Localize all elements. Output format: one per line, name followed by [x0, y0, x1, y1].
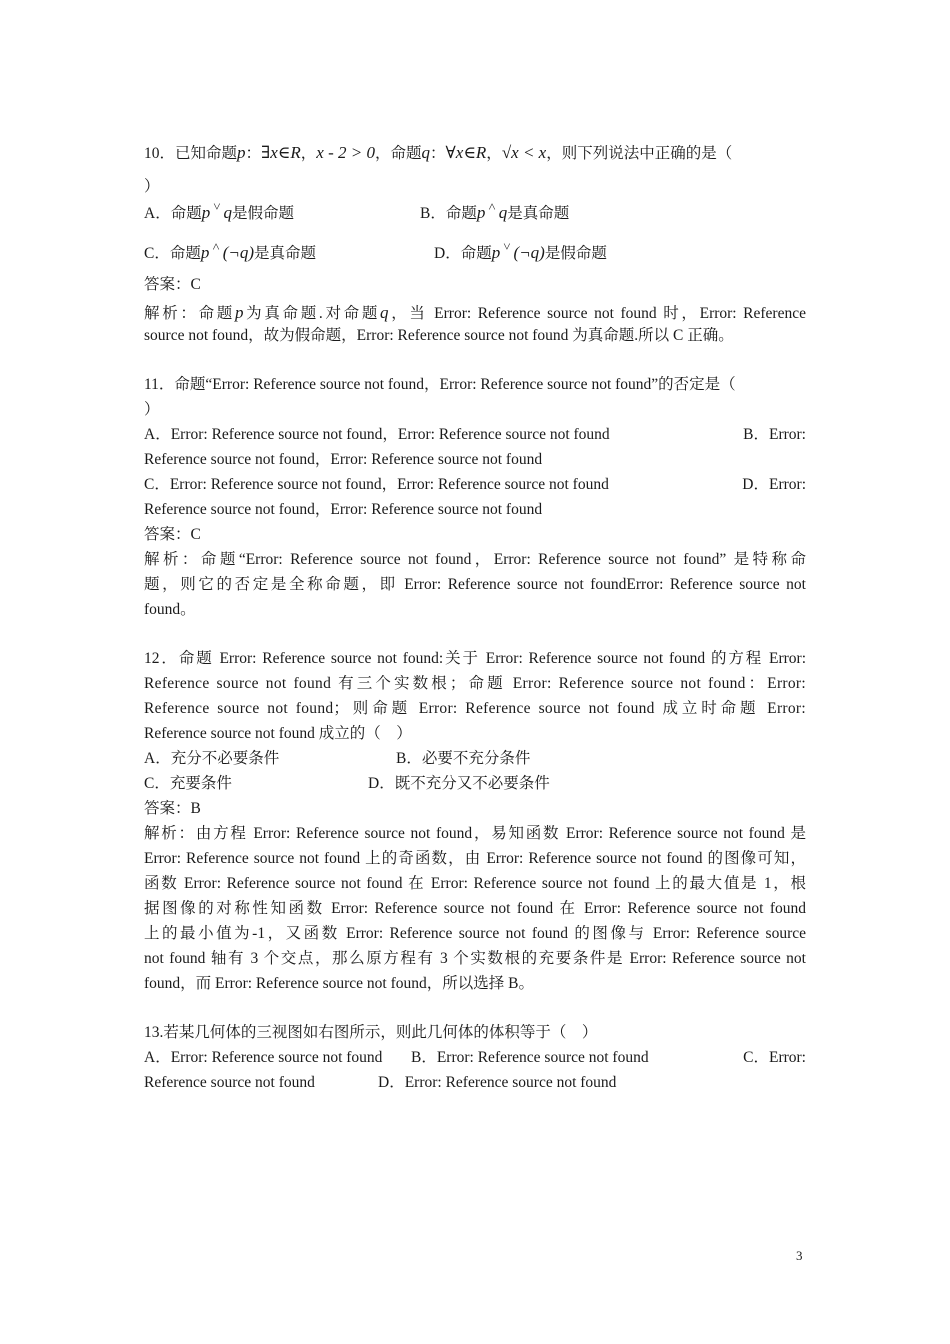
q12-explanation-line7: found，而 Error: Reference source not found，所以选择 B。 — [144, 975, 534, 992]
q12-option-d: D．既不充分又不必要条件 — [368, 775, 550, 792]
q12-stem-line1: 12．命题 Error: Reference source not found:关于 Error: Reference source not found 的方程 Error: — [144, 650, 806, 667]
q13-option-a: A．Error: Reference source not found — [144, 1049, 383, 1066]
q10-stem-close: ） — [144, 178, 160, 195]
q10-explanation-line1: 解析：命题p为真命题.对命题q，当 Error: Reference source not found 时，Error: Reference — [144, 303, 806, 322]
q10-explanation-line2: source not found，故为假命题，Error: Reference source not found 为真命题.所以 C 正确。 — [144, 327, 734, 344]
q13-option-b: B．Error: Reference source not found — [411, 1049, 649, 1066]
q11-stem: 11．命题“Error: Reference source not found，Error: Reference source not found”的否定是（ — [144, 376, 736, 393]
q11-option-b-cont: Reference source not found，Error: Reference source not found — [144, 451, 543, 468]
q11-stem-close: ） — [144, 401, 160, 418]
q12-explanation-line3: 函数 Error: Reference source not found 在 Error: Reference source not found 上的最大值是 1，根 — [144, 875, 806, 892]
q13-option-c: C．Error: — [743, 1049, 806, 1066]
q10-stem: 10．已知命题p：∃x∈R，x - 2 > 0，命题q：∀x∈R，√x < x，则下列说法中正确的是（ — [144, 143, 733, 162]
q11-explanation-line2: 题，则它的否定是全称命题，即 Error: Reference source not foundError: Reference source not — [144, 576, 806, 593]
q11-option-b: B．Error: — [743, 426, 806, 443]
q13-option-d: D．Error: Reference source not found — [378, 1074, 617, 1091]
q12-stem-line2: Reference source not found 有三个实数根；命题 Error: Reference source not found：Error: — [144, 675, 806, 692]
q11-option-d-cont: Reference source not found，Error: Reference source not found — [144, 501, 543, 518]
q11-explanation-line1: 解析：命题“Error: Reference source not found，Error: Reference source not found” 是特称命 — [144, 551, 806, 568]
q12-stem-line3: Reference source not found；则命题 Error: Reference source not found 成立时命题 Error: — [144, 700, 806, 717]
q11-option-a: A．Error: Reference source not found，Error: Reference source not found — [144, 426, 610, 443]
q10-option-a: A．命题p ˅ q是假命题 — [144, 199, 295, 222]
q12-answer: 答案：B — [144, 800, 201, 817]
q11-option-c: C．Error: Reference source not found，Error: Reference source not found — [144, 476, 609, 493]
q12-explanation-line2: Error: Reference source not found 上的奇函数，由 Error: Reference source not found 的图像可知， — [144, 850, 806, 867]
q12-stem-line4: Reference source not found 成立的（ ） — [144, 725, 412, 742]
q12-option-c: C．充要条件 — [144, 775, 232, 792]
q12-explanation-line4: 据图像的对称性知函数 Error: Reference source not found 在 Error: Reference source not found — [144, 900, 806, 917]
q11-explanation-line3: found。 — [144, 601, 196, 618]
q11-answer: 答案：C — [144, 526, 201, 543]
q12-option-a: A．充分不必要条件 — [144, 750, 280, 767]
q13-stem: 13.若某几何体的三视图如右图所示，则此几何体的体积等于（ ） — [144, 1024, 598, 1041]
q10-option-d: D．命题p ˅ (¬q)是假命题 — [434, 239, 607, 262]
q13-option-c-cont: Reference source not found — [144, 1074, 315, 1091]
q12-explanation-line6: not found 轴有 3 个交点，那么原方程有 3 个实数根的充要条件是 Error: Reference source not — [144, 950, 806, 967]
q10-option-b: B．命题p ˄ q是真命题 — [420, 199, 570, 222]
q10-option-c: C．命题p ˄ (¬q)是真命题 — [144, 239, 316, 262]
q12-option-b: B．必要不充分条件 — [396, 750, 531, 767]
page-number: 3 — [796, 1248, 803, 1263]
q11-option-d: D．Error: — [742, 476, 806, 493]
q12-explanation-line1: 解析：由方程 Error: Reference source not found，易知函数 Error: Reference source not found 是 — [144, 825, 806, 842]
q12-explanation-line5: 上的最小值为-1，又函数 Error: Reference source not found 的图像与 Error: Reference source — [144, 925, 806, 942]
q10-answer: 答案：C — [144, 276, 201, 293]
